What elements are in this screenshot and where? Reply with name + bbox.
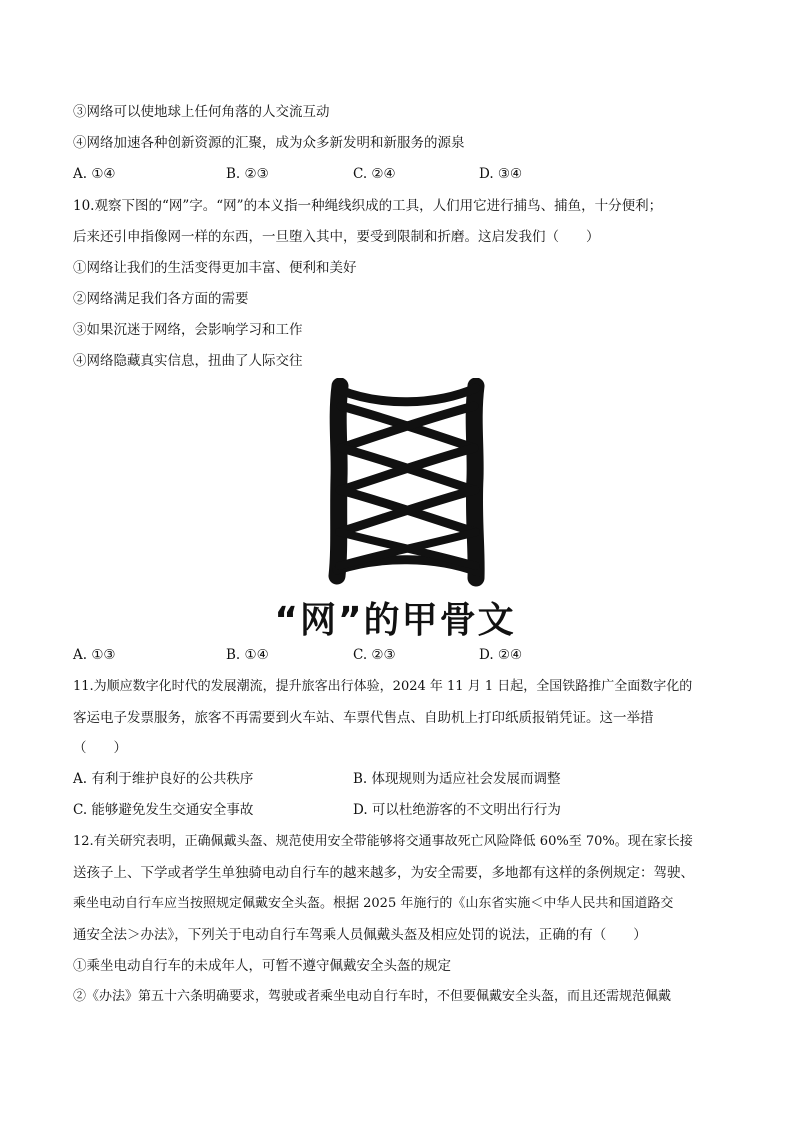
- option-a: A. ①④: [73, 166, 116, 182]
- question-11-stem-line-1: 11.为顺应数字化时代的发展潮流，提升旅客出行体验，2024 年 11 月 1 日起，全国铁路推广全面数字化的: [73, 679, 693, 694]
- option-b: B. ②③: [226, 166, 269, 182]
- option-a: A. 有利于维护良好的公共秩序: [73, 771, 254, 787]
- option-b: B. 体现规则为适应社会发展而调整: [353, 771, 561, 787]
- question-12-stem-line-2: 送孩子上、下学或者学生单独骑电动自行车的越来越多，为安全需要，多地都有这样的条例规定：驾驶、: [73, 865, 694, 881]
- option-d: D. ③④: [479, 166, 523, 182]
- option-c: C. ②④: [353, 166, 396, 182]
- question-10-item-3: ③如果沉迷于网络，会影响学习和工作: [73, 322, 303, 338]
- question-9-item-3: ③网络可以使地球上任何角落的人交流互动: [73, 104, 330, 120]
- question-12-item-1: ①乘坐电动自行车的未成年人，可暂不遵守佩戴安全头盔的规定: [73, 958, 451, 974]
- question-12-stem-line-3: 乘坐电动自行车应当按照规定佩戴安全头盔。根据 2025 年施行的《山东省实施＜中华人民共和国道路交: [73, 896, 674, 911]
- question-10-stem-line-1: 10.观察下图的“网”字。“网”的本义指一种绳线织成的工具，人们用它进行捕鸟、捕鱼，十分便利；: [73, 198, 663, 214]
- question-9-item-4: ④网络加速各种创新资源的汇聚，成为众多新发明和新服务的源泉: [73, 135, 465, 151]
- question-12-stem-line-1: 12.有关研究表明，正确佩戴头盔、规范使用安全带能够将交通事故死亡风险降低 60%至 70%。现在家长接: [73, 834, 693, 849]
- option-c: C. 能够避免发生交通安全事故: [73, 802, 254, 818]
- option-d: D. ②④: [479, 647, 523, 663]
- question-10-item-4: ④网络隐藏真实信息，扭曲了人际交往: [73, 353, 303, 369]
- question-10-stem-line-2: 后来还引申指像网一样的东西，一旦堕入其中，要受到限制和折磨。这启发我们（ ）: [73, 229, 600, 245]
- figure-caption: “网”的甲骨文: [274, 600, 516, 641]
- option-c: C. ②③: [353, 647, 396, 663]
- question-10-item-2: ②网络满足我们各方面的需要: [73, 291, 249, 307]
- question-10-item-1: ①网络让我们的生活变得更加丰富、便利和美好: [73, 260, 357, 276]
- option-a: A. ①③: [73, 647, 116, 663]
- option-b: B. ①④: [226, 647, 269, 663]
- question-11-answer-bracket: （ ）: [73, 740, 127, 756]
- question-12-item-2: ②《办法》第五十六条明确要求，驾驶或者乘坐电动自行车时，不但要佩戴安全头盔，而且还需规范佩戴: [73, 989, 672, 1004]
- question-11-stem-line-2: 客运电子发票服务，旅客不再需要到火车站、车票代售点、自助机上打印纸质报销凭证。这一举措: [73, 710, 654, 726]
- option-d: D. 可以杜绝游客的不文明出行行为: [353, 802, 561, 818]
- question-12-stem-line-4: 通安全法＞办法》，下列关于电动自行车驾乘人员佩戴头盔及相应处罚的说法，正确的有（ ）: [73, 927, 647, 943]
